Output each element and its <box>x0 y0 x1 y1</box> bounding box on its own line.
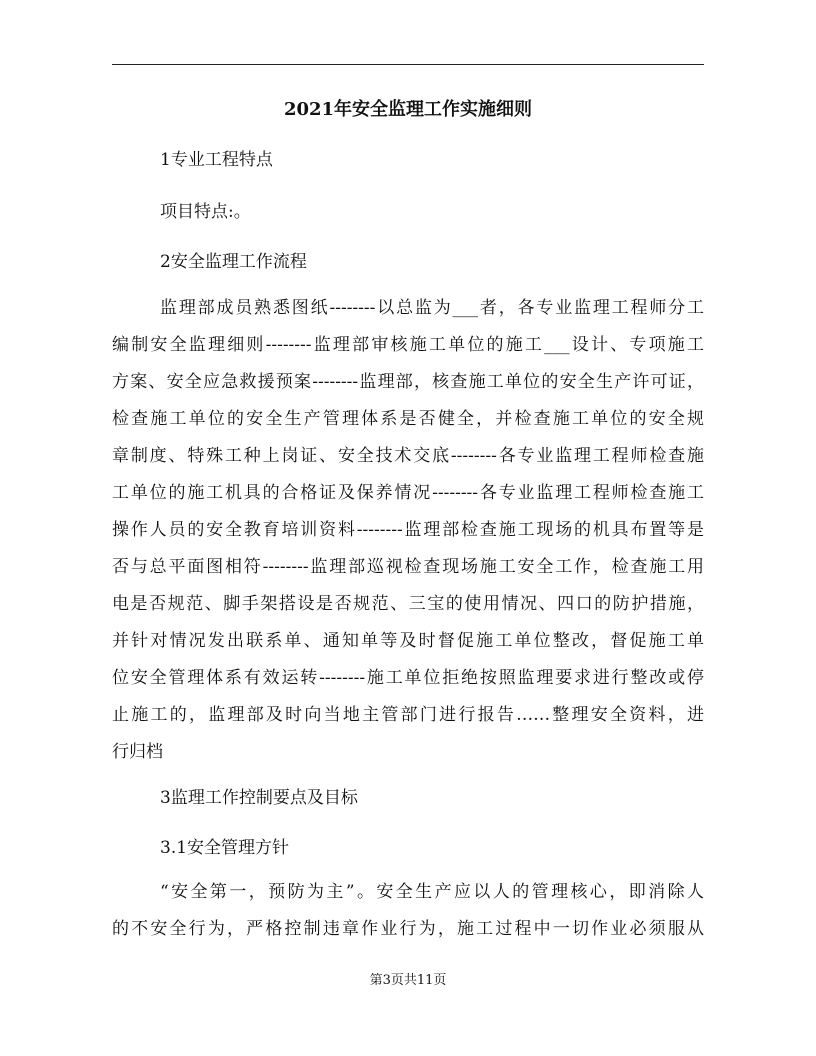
paragraph-line: 并针对情况发出联系单、通知单等及时督促施工单位整改，督促施工单 <box>112 631 704 651</box>
policy-paragraph <box>112 874 704 948</box>
section-heading-1: 1专业工程特点 <box>160 150 273 170</box>
paragraph-line: 电是否规范、脚手架搭设是否规范、三宝的使用情况、四口的防护措施， <box>112 594 704 614</box>
section-heading-2: 2安全监理工作流程 <box>160 252 307 272</box>
paragraph-line: 编制安全监理细则--------监理部审核施工单位的施工___设计、专项施工 <box>112 335 704 355</box>
paragraph-line: 章制度、特殊工种上岗证、安全技术交底--------各专业监理工程师检查施 <box>112 446 704 466</box>
section-heading-3: 3监理工作控制要点及目标 <box>160 788 358 808</box>
project-features-line: 项目特点:。 <box>160 202 251 222</box>
paragraph-line: 否与总平面图相符--------监理部巡视检查现场施工安全工作，检查施工用 <box>112 557 704 577</box>
paragraph-line: 行归档 <box>112 742 163 762</box>
paragraph-line: 操作人员的安全教育培训资料--------监理部检查施工现场的机具布置等是 <box>112 520 704 540</box>
section-heading-3-1: 3.1安全管理方针 <box>160 838 290 858</box>
header-rule <box>112 64 704 65</box>
paragraph-line: 检查施工单位的安全生产管理体系是否健全，并检查施工单位的安全规 <box>112 409 704 429</box>
workflow-paragraph <box>112 290 704 771</box>
paragraph-line: 工单位的施工机具的合格证及保养情况--------各专业监理工程师检查施工 <box>112 483 704 503</box>
page-footer: 第3页共11页 <box>369 973 447 988</box>
paragraph-line: 的不安全行为，严格控制违章作业行为，施工过程中一切作业必须服从 <box>112 919 704 939</box>
document-title: 2021年安全监理工作实施细则 <box>283 99 533 120</box>
paragraph-line: 位安全管理体系有效运转--------施工单位拒绝按照监理要求进行整改或停 <box>112 668 704 688</box>
paragraph-line: 监理部成员熟悉图纸--------以总监为___者，各专业监理工程师分工 <box>160 298 704 318</box>
paragraph-line: “安全第一，预防为主”。安全生产应以人的管理核心，即消除人 <box>160 882 704 902</box>
paragraph-line: 止施工的，监理部及时向当地主管部门进行报告……整理安全资料，进 <box>112 705 704 725</box>
paragraph-line: 方案、安全应急救援预案--------监理部，核查施工单位的安全生产许可证， <box>112 372 704 392</box>
